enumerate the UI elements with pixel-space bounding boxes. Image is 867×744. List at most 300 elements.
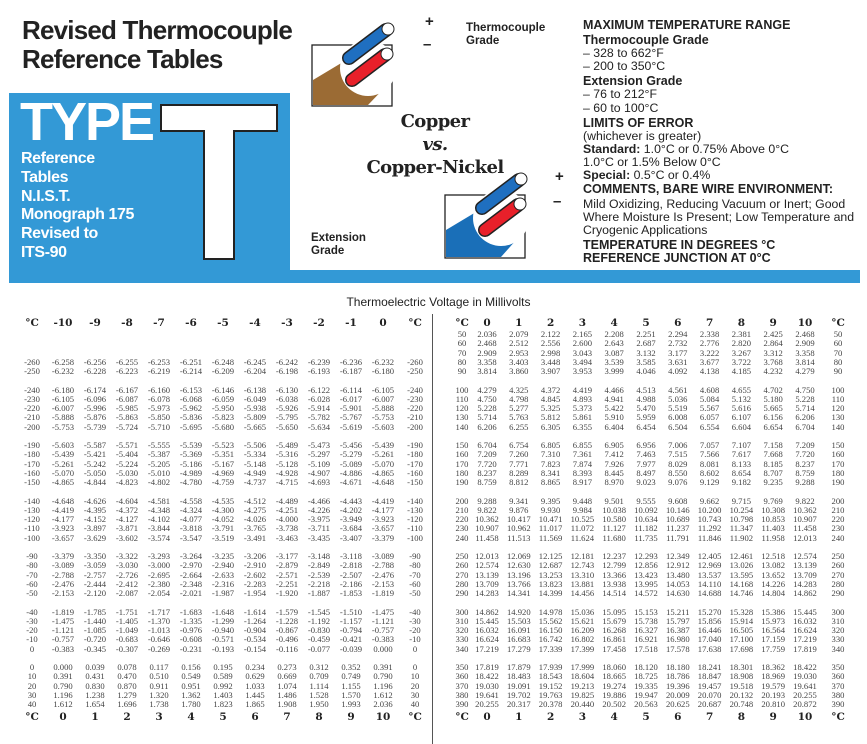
voltage-cell: -4.581 <box>147 495 171 506</box>
column-footer: 7 <box>705 711 714 723</box>
voltage-cell: 9.822 <box>795 495 815 506</box>
voltage-cell: 17.159 <box>761 634 786 645</box>
temperature-label: 260 <box>831 560 845 571</box>
temperature-label: -80 <box>409 560 421 571</box>
temperature-label: 350 <box>831 662 845 672</box>
voltage-cell: -4.324 <box>179 504 203 515</box>
voltage-cell: -2.664 <box>179 569 203 580</box>
voltage-cell: 7.823 <box>540 458 561 469</box>
voltage-cell: 12.574 <box>793 551 817 561</box>
voltage-cell: 13.766 <box>506 578 531 589</box>
voltage-cell: -2.218 <box>307 578 331 589</box>
voltage-cell: -4.000 <box>275 514 299 525</box>
temperature-label: -140 <box>407 495 423 506</box>
voltage-cell: 2.251 <box>636 329 656 339</box>
voltage-cell: 2.165 <box>572 329 593 339</box>
voltage-cell: -1.545 <box>307 606 331 617</box>
voltage-cell: 17.999 <box>570 662 595 672</box>
temperature-label: 120 <box>455 403 469 414</box>
voltage-cell: 15.856 <box>697 615 722 626</box>
voltage-cell: 0.510 <box>149 671 169 682</box>
voltage-cell: -6.255 <box>115 356 139 367</box>
voltage-cell: -5.782 <box>307 412 331 423</box>
voltage-cell: 14.862 <box>793 588 817 599</box>
voltage-cell: 4.893 <box>572 393 593 404</box>
voltage-cell: -4.077 <box>179 514 203 525</box>
voltage-cell: 18.422 <box>475 671 499 682</box>
voltage-cell: 13.995 <box>634 578 658 589</box>
voltage-cell: -2.087 <box>115 588 139 599</box>
voltage-cell: 16.980 <box>665 634 690 645</box>
label-line: Grade <box>466 35 500 47</box>
voltage-cell: 9.715 <box>731 495 752 506</box>
temperature-label: -210 <box>24 412 40 423</box>
voltage-cell: 7.260 <box>509 449 529 460</box>
voltage-cell: -2.507 <box>339 569 363 580</box>
voltage-cell: 16.921 <box>634 634 658 645</box>
voltage-cell: 11.846 <box>697 532 722 543</box>
voltage-cell: -3.657 <box>51 532 75 543</box>
voltage-cell: 10.634 <box>634 514 658 525</box>
voltage-cell: 14.862 <box>475 606 499 617</box>
voltage-cell: 14.514 <box>602 588 627 599</box>
voltage-cell: -3.293 <box>147 551 171 561</box>
voltage-cell: 2.864 <box>763 338 783 349</box>
voltage-cell: 1.908 <box>277 699 297 710</box>
voltage-cell: 0.195 <box>213 662 233 672</box>
voltage-cell: 17.578 <box>665 643 690 654</box>
temperature-label: -160 <box>24 467 40 478</box>
temperature-label: 200 <box>455 495 469 506</box>
voltage-cell: 10.798 <box>729 514 754 525</box>
voltage-cell: 18.483 <box>506 671 531 682</box>
voltage-cell: 10.254 <box>729 504 754 515</box>
voltage-cell: -0.683 <box>115 634 139 645</box>
voltage-cell: 14.226 <box>761 578 786 589</box>
voltage-cell: -4.715 <box>275 477 299 488</box>
voltage-cell: 7.412 <box>604 449 624 460</box>
temperature-label: -40 <box>26 606 38 617</box>
voltage-cell: 9.182 <box>731 477 752 488</box>
voltage-cell: 12.461 <box>729 551 754 561</box>
temperature-label: 180 <box>455 467 469 478</box>
voltage-cell: 11.791 <box>666 532 690 543</box>
voltage-cell: -5.439 <box>51 449 75 460</box>
column-header: 10 <box>797 317 813 329</box>
voltage-cell: 5.373 <box>572 403 593 414</box>
temperature-label: -120 <box>407 514 423 525</box>
voltage-cell: -3.059 <box>83 560 107 571</box>
voltage-cell: -6.223 <box>115 366 139 377</box>
voltage-cell: 5.036 <box>668 393 688 404</box>
temperature-label: 310 <box>831 615 845 626</box>
voltage-cell: 8.759 <box>477 477 497 488</box>
voltage-cell: 7.310 <box>540 449 561 460</box>
voltage-cell: -3.844 <box>147 523 171 534</box>
column-header: 1 <box>515 317 523 329</box>
temperature-label: 130 <box>831 412 845 423</box>
voltage-cell: 1.570 <box>341 689 361 700</box>
voltage-cell: -6.160 <box>147 384 171 395</box>
voltage-cell: 20.255 <box>793 689 817 700</box>
voltage-cell: 17.339 <box>538 643 563 654</box>
voltage-cell: 2.909 <box>477 347 497 358</box>
voltage-cell: -6.078 <box>147 393 171 404</box>
voltage-cell: -5.523 <box>211 440 235 450</box>
voltage-cell: 3.768 <box>763 356 783 367</box>
material-positive: Copper <box>400 111 470 132</box>
voltage-cell: 4.046 <box>636 366 656 377</box>
voltage-cell: 16.624 <box>475 634 499 645</box>
voltage-cell: 7.515 <box>668 449 688 460</box>
voltage-cell: 13.709 <box>793 569 817 580</box>
voltage-cell: -0.757 <box>51 634 75 645</box>
extension-grade-label <box>311 232 366 258</box>
voltage-cell: 14.283 <box>793 578 817 589</box>
temperature-label: 370 <box>455 680 469 691</box>
column-footer: 0 <box>59 711 67 723</box>
column-footer: 9 <box>769 711 777 723</box>
voltage-cell: 1.738 <box>149 699 169 710</box>
temperature-label: 220 <box>455 514 469 525</box>
voltage-cell: 15.679 <box>602 615 627 626</box>
voltage-cell: 13.537 <box>697 569 722 580</box>
temperature-label: 70 <box>833 347 843 358</box>
voltage-cell: 12.349 <box>665 551 690 561</box>
voltage-cell: -5.753 <box>371 412 395 423</box>
document-title <box>22 16 292 74</box>
voltage-cell: 5.714 <box>795 403 815 414</box>
voltage-cell: 7.617 <box>731 449 752 460</box>
voltage-cell: 7.874 <box>572 458 593 469</box>
tc-grade-heading: Thermocouple Grade <box>583 33 709 48</box>
voltage-cell: 14.572 <box>634 588 658 599</box>
voltage-cell: 13.139 <box>475 569 499 580</box>
voltage-cell: -2.726 <box>115 569 139 580</box>
column-footer: 10 <box>375 711 391 723</box>
temperature-label: -110 <box>407 523 423 534</box>
voltage-cell: 9.235 <box>763 477 783 488</box>
voltage-cell: 13.139 <box>793 560 817 571</box>
voltage-cell: -0.830 <box>307 625 331 636</box>
temperature-label: 230 <box>831 523 845 534</box>
temperature-label: -240 <box>407 384 423 395</box>
voltage-cell: -5.571 <box>115 440 139 450</box>
voltage-cell: 1.155 <box>341 680 361 691</box>
subtitle-line: Tables <box>21 168 69 186</box>
voltage-cell: 19.579 <box>761 680 786 691</box>
voltage-cell: 13.652 <box>761 569 786 580</box>
voltage-cell: 12.912 <box>665 560 690 571</box>
voltage-cell: 7.771 <box>509 458 529 469</box>
temperature-label: -240 <box>24 384 40 395</box>
voltage-cell: 2.036 <box>477 329 497 339</box>
column-footer: 8 <box>315 711 323 723</box>
voltage-cell: 0.589 <box>213 671 233 682</box>
temperature-label: 80 <box>833 356 843 367</box>
temperature-label: -60 <box>26 578 38 589</box>
temperature-label: 0 <box>412 662 418 672</box>
voltage-cell: -2.940 <box>211 560 235 571</box>
temperature-label: -250 <box>24 366 40 377</box>
voltage-cell: -1.614 <box>243 606 267 617</box>
voltage-cell: -1.440 <box>83 615 107 626</box>
voltage-cell: 14.110 <box>697 578 722 589</box>
voltage-cell: 11.902 <box>729 532 754 543</box>
voltage-cell: 11.680 <box>602 532 626 543</box>
voltage-cell: 20.009 <box>665 689 690 700</box>
voltage-cell: 17.100 <box>729 634 754 645</box>
voltage-cell: 15.797 <box>665 615 690 626</box>
voltage-cell: 4.750 <box>477 393 497 404</box>
voltage-cell: -1.819 <box>51 606 75 617</box>
temperature-label: -10 <box>409 634 421 645</box>
voltage-cell: -5.587 <box>83 440 107 450</box>
voltage-cell: 4.750 <box>795 384 815 395</box>
temperature-label: -250 <box>407 366 423 377</box>
voltage-cell: -4.626 <box>83 495 107 506</box>
voltage-cell: -1.475 <box>371 606 395 617</box>
temperature-label: 280 <box>455 578 469 589</box>
temperature-label: -170 <box>24 458 40 469</box>
voltage-cell: -0.077 <box>307 643 331 654</box>
voltage-cell: 3.814 <box>795 356 815 367</box>
voltage-cell: 6.255 <box>509 421 529 432</box>
voltage-cell: 17.399 <box>570 643 595 654</box>
voltage-cell: -5.888 <box>51 412 75 423</box>
voltage-cell: -5.710 <box>147 421 171 432</box>
voltage-cell: 13.026 <box>729 560 754 571</box>
voltage-cell: -1.954 <box>243 588 267 599</box>
voltage-cell: -5.850 <box>147 412 171 423</box>
voltage-cell: 18.241 <box>697 662 722 672</box>
column-footer: °C <box>455 711 469 723</box>
voltage-cell: 13.310 <box>570 569 595 580</box>
voltage-cell: 6.905 <box>604 440 624 450</box>
voltage-cell: 7.107 <box>731 440 752 450</box>
voltage-cell: -5.973 <box>147 403 171 414</box>
voltage-cell: 6.604 <box>731 421 752 432</box>
voltage-cell: 12.013 <box>475 551 499 561</box>
voltage-cell: -5.888 <box>371 403 395 414</box>
voltage-cell: 10.092 <box>634 504 658 515</box>
voltage-cell: 4.419 <box>572 384 593 395</box>
temperature-label: 110 <box>831 393 845 404</box>
voltage-cell: -5.242 <box>83 458 107 469</box>
temperature-label: -100 <box>24 532 40 543</box>
voltage-cell: 6.008 <box>668 412 688 423</box>
voltage-cell: 1.445 <box>245 689 265 700</box>
voltage-cell: 3.494 <box>572 356 593 367</box>
voltage-cell: -5.387 <box>147 449 171 460</box>
voltage-cell: 6.704 <box>477 440 497 450</box>
voltage-cell: 8.393 <box>572 467 593 478</box>
voltage-cell: 7.720 <box>477 458 497 469</box>
blue-divider-strip <box>9 270 860 283</box>
temperature-label: -100 <box>407 532 423 543</box>
voltage-cell: 1.074 <box>277 680 297 691</box>
voltage-cell: 3.087 <box>604 347 624 358</box>
voltage-cell: 0.391 <box>373 662 393 672</box>
temperature-label: -130 <box>24 504 40 515</box>
voltage-cell: 19.457 <box>697 680 722 691</box>
voltage-cell: 12.630 <box>506 560 531 571</box>
voltage-cell: 1.033 <box>245 680 265 691</box>
voltage-cell: -2.444 <box>83 578 107 589</box>
voltage-cell: 13.881 <box>570 578 595 589</box>
voltage-cell: 20.132 <box>729 689 754 700</box>
voltage-cell: 19.763 <box>538 689 563 700</box>
voltage-cell: -2.476 <box>371 569 395 580</box>
temperature-label: -190 <box>407 440 423 450</box>
voltage-cell: 10.962 <box>506 523 531 534</box>
voltage-cell: 10.362 <box>475 514 499 525</box>
voltage-cell: -1.085 <box>83 625 107 636</box>
voltage-cell: 8.185 <box>763 458 783 469</box>
voltage-cell: 16.268 <box>602 625 627 636</box>
voltage-cell: 14.746 <box>729 588 754 599</box>
voltage-cell: 1.528 <box>309 689 329 700</box>
label-line: Grade <box>311 245 345 257</box>
voltage-cell: 8.237 <box>477 467 497 478</box>
voltage-cell: 6.805 <box>540 440 561 450</box>
voltage-cell: 5.132 <box>731 393 752 404</box>
voltage-cell: -2.970 <box>179 560 203 571</box>
voltage-cell: -6.228 <box>83 366 107 377</box>
voltage-cell: -0.534 <box>243 634 267 645</box>
temperature-label: 320 <box>455 625 469 636</box>
temperature-label: -40 <box>409 606 421 617</box>
voltage-cell: -2.633 <box>211 569 235 580</box>
voltage-cell: 16.032 <box>475 625 499 636</box>
voltage-cell: 6.206 <box>795 412 815 423</box>
voltage-cell: 10.362 <box>793 504 817 515</box>
voltage-cell: 18.422 <box>793 662 817 672</box>
voltage-cell: 11.735 <box>634 532 658 543</box>
voltage-cell: 17.819 <box>475 662 499 672</box>
voltage-cell: 0.156 <box>181 662 201 672</box>
temperature-label: 250 <box>831 551 845 561</box>
table-divider <box>432 314 433 744</box>
voltage-cell: 2.953 <box>509 347 529 358</box>
voltage-cell: -5.186 <box>179 458 203 469</box>
voltage-cell: -6.232 <box>51 366 75 377</box>
voltage-cell: 10.853 <box>761 514 786 525</box>
voltage-cell: -5.089 <box>339 458 363 469</box>
temperature-label: 40 <box>410 699 420 710</box>
subtitle-line: Reference <box>21 150 95 167</box>
voltage-cell: 4.232 <box>763 366 783 377</box>
voltage-cell: -5.351 <box>211 449 235 460</box>
voltage-cell: -4.127 <box>115 514 139 525</box>
voltage-cell: 13.423 <box>634 569 658 580</box>
temperature-label: 370 <box>831 680 845 691</box>
voltage-cell: 12.856 <box>634 560 658 571</box>
temperature-label: -60 <box>409 578 421 589</box>
temperature-label: -200 <box>24 421 40 432</box>
voltage-cell: -1.299 <box>211 615 235 626</box>
column-footer: 7 <box>283 711 291 723</box>
temperature-label: 160 <box>831 449 845 460</box>
label-line: Thermocouple <box>466 22 546 34</box>
temperature-label: -230 <box>24 393 40 404</box>
temperature-label: 100 <box>831 384 845 395</box>
voltage-cell: -5.421 <box>83 449 107 460</box>
column-footer: 3 <box>155 711 163 723</box>
limits-heading: LIMITS OF ERROR <box>583 115 694 130</box>
voltage-cell: 18.786 <box>665 671 690 682</box>
column-footer: 2 <box>123 711 131 723</box>
voltage-cell: 8.654 <box>731 467 752 478</box>
voltage-cell: -2.054 <box>147 588 171 599</box>
voltage-cell: -4.886 <box>339 467 363 478</box>
voltage-cell: -5.489 <box>275 440 299 450</box>
voltage-cell: 14.688 <box>697 588 722 599</box>
voltage-cell: 11.624 <box>570 532 595 543</box>
voltage-cell: -6.180 <box>371 366 395 377</box>
voltage-cell: 9.129 <box>699 477 720 488</box>
voltage-cell: 6.554 <box>699 421 720 432</box>
column-footer: °C <box>25 711 39 723</box>
voltage-cell: -5.603 <box>51 440 75 450</box>
temperature-label: -20 <box>409 625 421 636</box>
voltage-cell: 10.743 <box>697 514 722 525</box>
column-header: °C <box>408 317 422 329</box>
voltage-cell: 11.127 <box>602 523 626 534</box>
voltage-cell: 16.861 <box>602 634 627 645</box>
voltage-cell: 8.081 <box>699 458 720 469</box>
voltage-cell: -1.819 <box>371 588 395 599</box>
standard-value: 1.0°C or 0.75% Above 0°C <box>640 141 789 156</box>
voltage-cell: 8.550 <box>668 467 688 478</box>
voltage-cell: 2.468 <box>795 329 815 339</box>
temperature-label: 240 <box>455 532 469 543</box>
voltage-cell: 13.709 <box>475 578 499 589</box>
temperature-label: 280 <box>831 578 845 589</box>
voltage-cell: -6.232 <box>371 356 395 367</box>
voltage-cell: 2.338 <box>699 329 720 339</box>
voltage-cell: -1.579 <box>275 606 299 617</box>
voltage-cell: 1.238 <box>85 689 105 700</box>
temperature-label: 160 <box>455 449 469 460</box>
voltage-cell: -6.017 <box>339 393 363 404</box>
temperature-label: -160 <box>407 467 423 478</box>
temperature-label: 20 <box>27 680 37 691</box>
voltage-cell: 6.956 <box>636 440 656 450</box>
voltage-cell: 18.725 <box>634 671 658 682</box>
voltage-cell: -3.574 <box>147 532 171 543</box>
voltage-cell: -0.794 <box>339 625 363 636</box>
voltage-cell: -4.226 <box>307 504 331 515</box>
voltage-cell: -2.283 <box>243 578 267 589</box>
voltage-cell: 16.150 <box>538 625 563 636</box>
voltage-cell: 19.641 <box>793 680 817 691</box>
voltage-cell: -0.307 <box>115 643 139 654</box>
voltage-cell: 1.654 <box>85 699 105 710</box>
voltage-cell: 10.038 <box>602 504 627 515</box>
voltage-cell: 4.845 <box>540 393 561 404</box>
voltage-cell: 4.561 <box>668 384 688 395</box>
voltage-cell: -2.788 <box>371 560 395 571</box>
voltage-cell: -0.867 <box>275 625 299 636</box>
voltage-cell: -5.205 <box>147 458 171 469</box>
temperature-label: -260 <box>24 356 40 367</box>
voltage-cell: -4.251 <box>275 504 299 515</box>
voltage-cell: 16.802 <box>570 634 595 645</box>
voltage-cell: 13.823 <box>538 578 563 589</box>
voltage-cell: 5.470 <box>636 403 656 414</box>
voltage-cell: 7.926 <box>604 458 624 469</box>
